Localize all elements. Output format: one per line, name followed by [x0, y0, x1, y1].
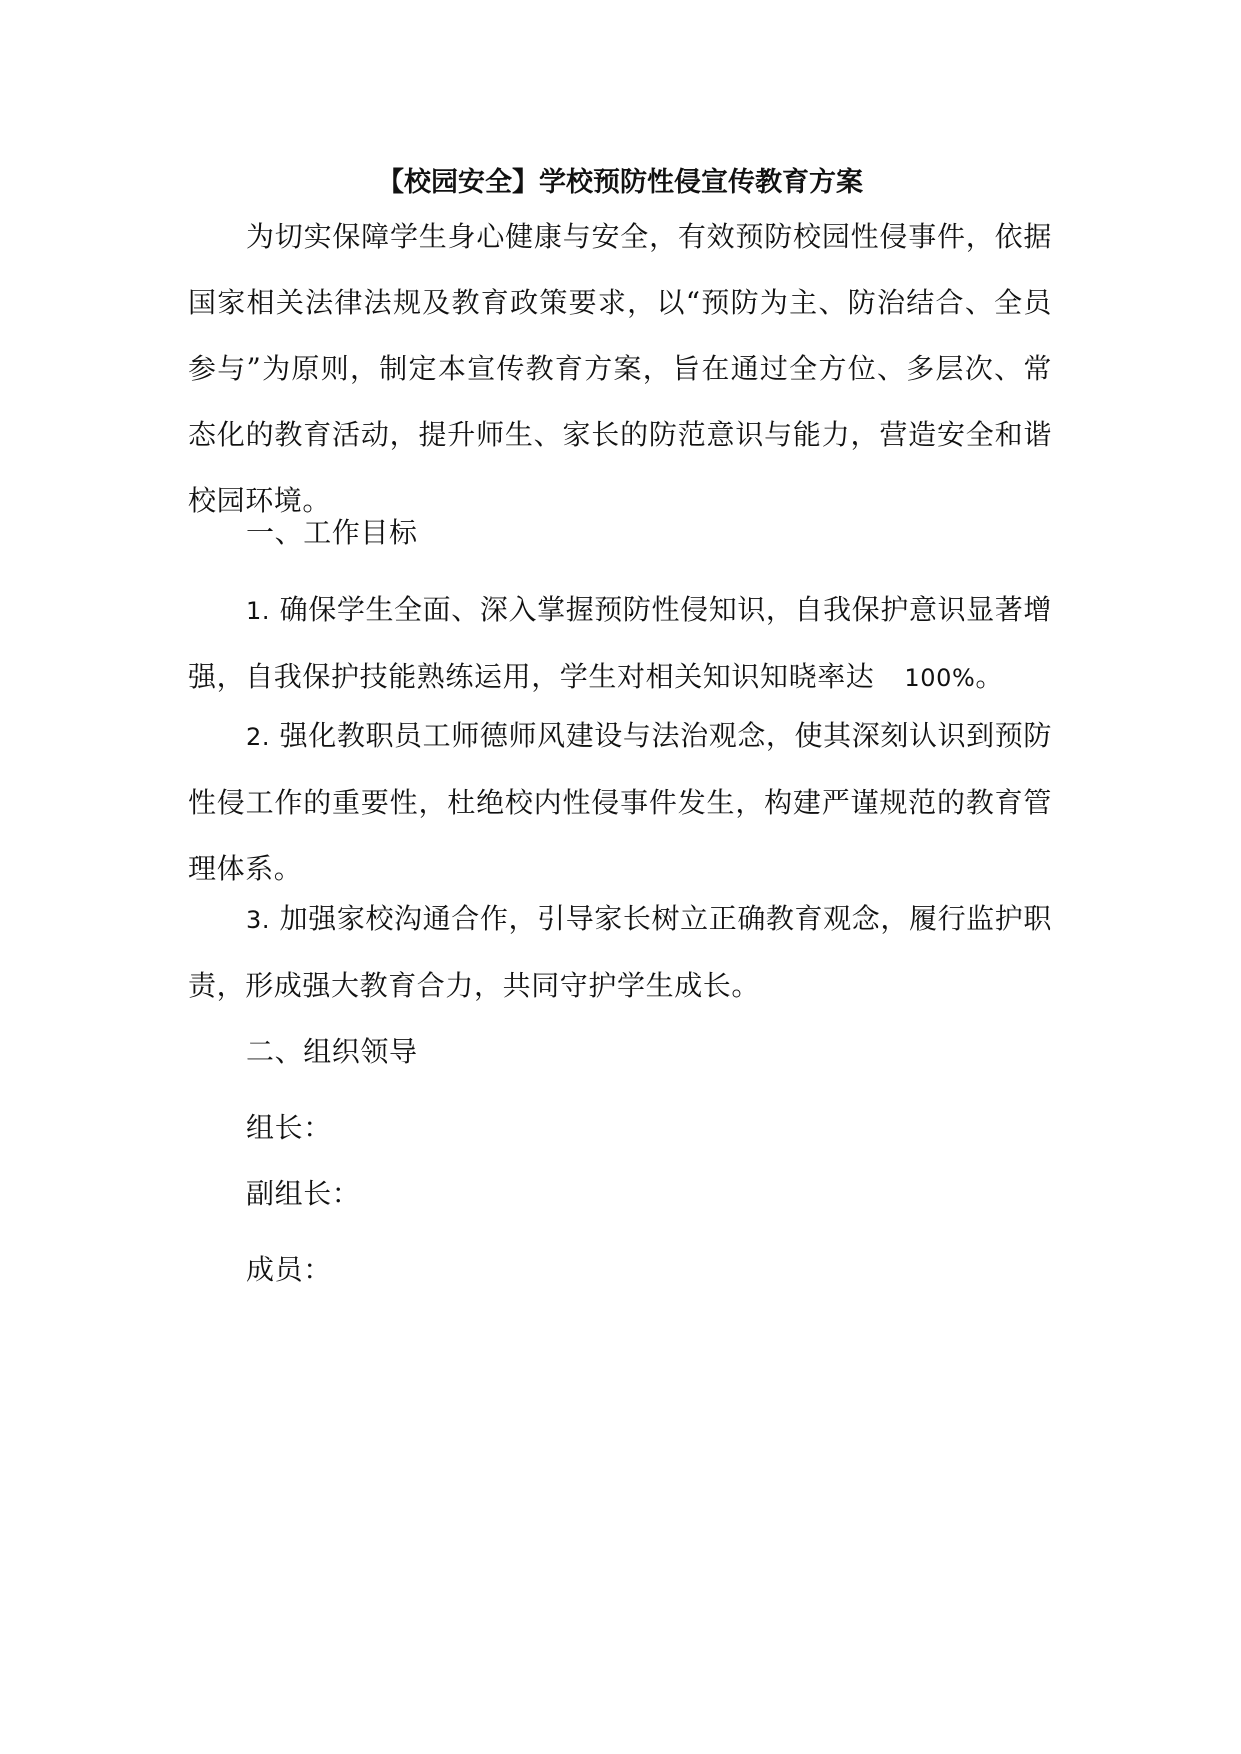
section-heading-goals: 一、工作目标 [246, 516, 418, 549]
leader-label: 组长： [246, 1111, 332, 1144]
goal-1-number: 1. [246, 597, 271, 625]
goal-1-percent: 100% [904, 664, 976, 692]
deputy-leader-label: 副组长： [246, 1177, 361, 1210]
goal-3-number: 3. [246, 906, 271, 934]
goal-1-text: 确保学生全面、深入掌握预防性侵知识，自我保护意识显著增强，自我保护技能熟练运用，学生对相关知识知晓率达 [188, 593, 1052, 693]
goal-item-3 [188, 886, 1052, 1019]
members-label: 成员： [246, 1253, 332, 1286]
goal-1-end: 。 [975, 660, 1005, 693]
goal-item-1 [188, 577, 1052, 711]
section-heading-organization: 二、组织领导 [246, 1035, 418, 1068]
goal-3-text: 加强家校沟通合作，引导家长树立正确教育观念，履行监护职责，形成强大教育合力，共同守护学生成长。 [188, 902, 1052, 1002]
goal-2-number: 2. [246, 723, 271, 751]
document-title: 【校园安全】学校预防性侵宣传教育方案 [377, 167, 863, 198]
intro-paragraph: 为切实保障学生身心健康与安全，有效预防校园性侵事件，依据国家相关法律法规及教育政策要求，以“预防为主、防治结合、全员参与”为原则，制定本宣传教育方案，旨在通过全方位、多层次、常态化的教育活动，提升师生、家长的防范意识与能力，营造安全和谐校园环境。 [188, 220, 1052, 517]
goal-item-2 [188, 703, 1052, 902]
goal-2-text: 强化教职员工师德师风建设与法治观念，使其深刻认识到预防性侵工作的重要性，杜绝校内性侵事件发生，构建严谨规范的教育管理体系。 [188, 719, 1052, 885]
